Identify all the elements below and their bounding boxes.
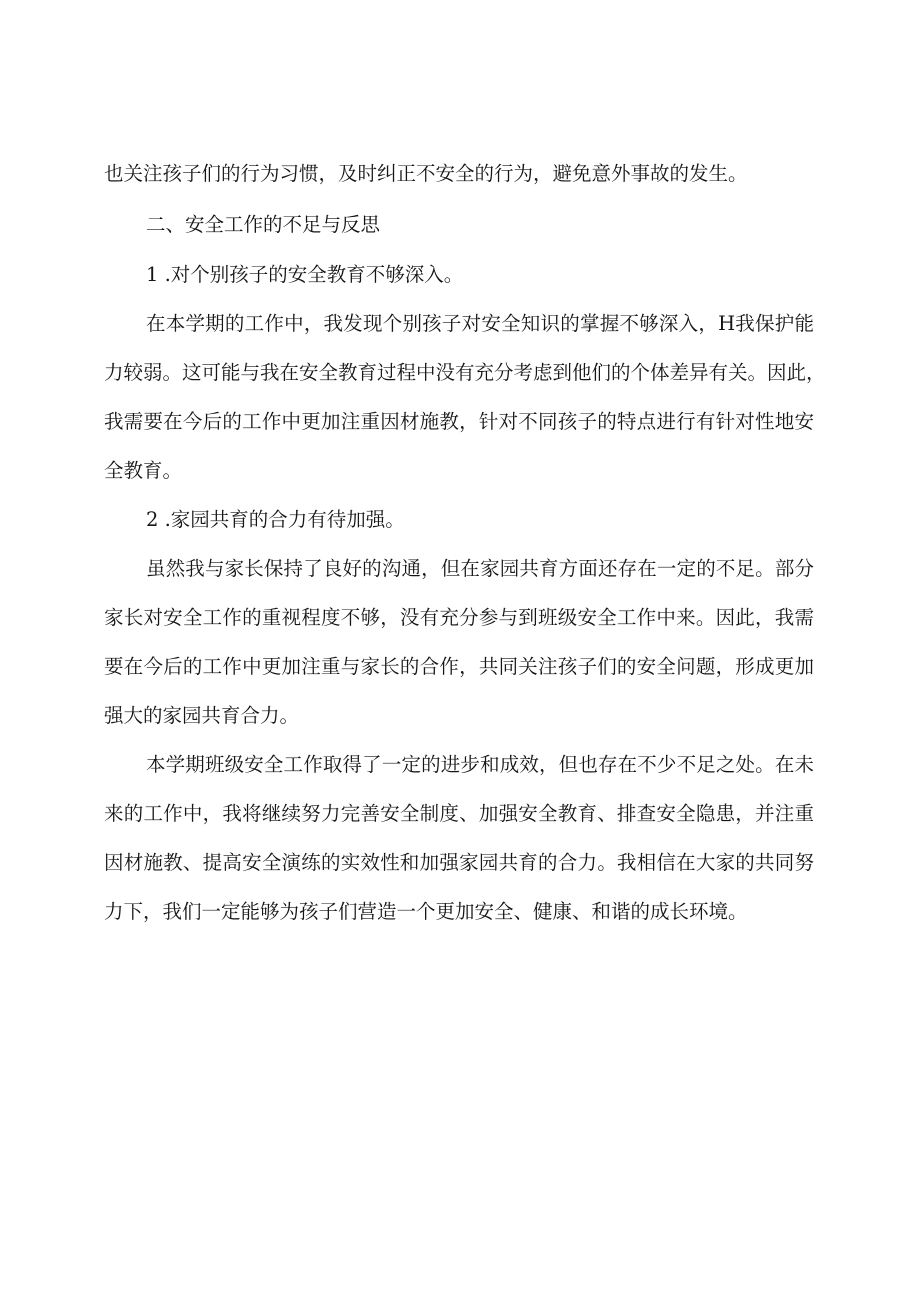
item-1-title: 1 .对个别孩子的安全教育不够深入。 [146,263,464,286]
item-1-paragraph-line: 全教育。 [104,459,183,482]
item-1-paragraph-line: 力较弱。这可能与我在安全教育过程中没有充分考虑到他们的个体差异有关。因此， [104,361,826,384]
section-heading: 二、安全工作的不足与反思 [146,213,381,236]
item-2-paragraph-line: 虽然我与家长保持了良好的沟通，但在家园共育方面还存在一定的不足。部分 [146,557,814,580]
item-2-paragraph-line: 强大的家园共育合力。 [104,704,300,727]
conclusion-line: 因材施教、提高安全演练的实效性和加强家园共育的合力。我相信在大家的共同努 [104,851,814,874]
continuation-line: 也关注孩子们的行为习惯，及时纠正不安全的行为，避免意外事故的发生。 [104,162,748,185]
item-1-paragraph-line: 我需要在今后的工作中更加注重因材施教，针对不同孩子的特点进行有针对性地安 [104,410,814,433]
conclusion-line: 本学期班级安全工作取得了一定的进步和成效，但也存在不少不足之处。在未 [146,753,814,776]
conclusion-line: 力下，我们一定能够为孩子们营造一个更加安全、健康、和谐的成长环境。 [104,900,748,923]
item-2-paragraph-line: 要在今后的工作中更加注重与家长的合作，共同关注孩子们的安全问题，形成更加 [104,655,814,678]
item-2-paragraph-line: 家长对安全工作的重视程度不够，没有充分参与到班级安全工作中来。因此，我需 [104,606,814,629]
item-2-title: 2 .家园共育的合力有待加强。 [146,508,405,531]
item-1-paragraph-line: 在本学期的工作中，我发现个别孩子对安全知识的掌握不够深入，H我保护能 [146,312,814,335]
conclusion-line: 来的工作中，我将继续努力完善安全制度、加强安全教育、排查安全隐患，并注重 [104,802,814,825]
